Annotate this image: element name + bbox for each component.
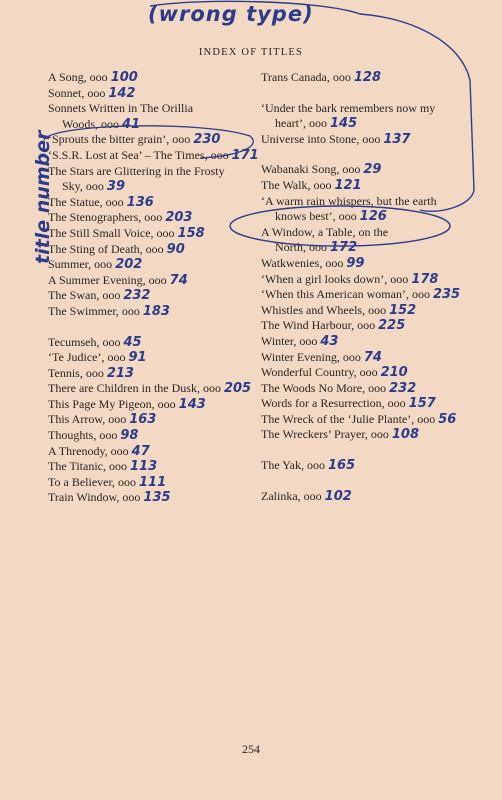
entry-title-line: Woods, ooo 41 [62, 116, 141, 132]
entry-title-line: To a Believer, ooo 111 [48, 474, 167, 490]
entry-title-line: Winter, ooo 43 [261, 333, 339, 349]
entry-title-line: The Stenographers, ooo 203 [48, 210, 193, 226]
window-table-circle [230, 206, 450, 246]
entry-title-line: ‘When a girl looks down’, ooo 178 [261, 271, 439, 287]
entry-title-line: ‘Te Judice’, ooo 91 [48, 350, 147, 366]
entry-title-line: The Stars are Glittering in the Frosty [48, 163, 225, 178]
entry-title-line: The Woods No More, ooo 232 [261, 380, 417, 396]
entry-title-line: This Arrow, ooo 163 [48, 412, 157, 428]
entry-title-line: ‘Sprouts the bitter grain’, ooo 230 [48, 132, 221, 148]
entry-title-line: There are Children in the Dusk, ooo 205 [48, 381, 252, 397]
handwritten-page-number: 202 [115, 257, 143, 273]
handwritten-page-number: 43 [320, 333, 339, 349]
handwritten-page-number: 210 [380, 365, 408, 381]
handwritten-page-number: 171 [231, 147, 259, 163]
handwritten-page-number: 165 [328, 458, 356, 474]
handwritten-page-number: 205 [223, 381, 252, 397]
entry-title-line: A Threnody, ooo 47 [48, 443, 150, 459]
handwritten-page-number: 183 [142, 303, 170, 319]
handwritten-page-number: 90 [166, 241, 185, 257]
handwritten-page-number: 98 [120, 428, 139, 444]
handwritten-page-number: 39 [106, 179, 125, 195]
entry-title-line: The Sting of Death, ooo 90 [48, 241, 185, 257]
entry-title-line: Sonnet, ooo 142 [48, 85, 136, 101]
page-number: 254 [242, 742, 260, 756]
entry-title-line: This Page My Pigeon, ooo 143 [48, 396, 206, 412]
entry-title-line: ‘S.S.R. Lost at Sea’ – The Times, ooo 171 [48, 147, 259, 163]
handwritten-page-number: 29 [363, 162, 382, 178]
handwritten-page-number: 142 [108, 85, 136, 101]
page-title: INDEX OF TITLES [198, 47, 304, 58]
handwritten-page-number: 158 [177, 225, 205, 241]
handwritten-page-number: 225 [378, 318, 406, 334]
entry-title-line: Zalinka, ooo 102 [261, 488, 352, 504]
entry-title-line: The Titanic, ooo 113 [48, 459, 158, 475]
handwritten-page-number: 74 [169, 272, 188, 288]
handwritten-page-number: 213 [106, 365, 134, 381]
handwritten-page-number: 41 [122, 116, 141, 132]
handwritten-page-number: 113 [130, 459, 158, 475]
entry-title-line: Tecumseh, ooo 45 [48, 334, 142, 350]
entry-title-line: Watkwenies, ooo 99 [261, 255, 365, 271]
entry-title-line: ‘A warm rain whispers, but the earth [261, 193, 437, 208]
handwritten-page-number: 111 [138, 474, 167, 490]
handwritten-page-number: 203 [165, 210, 193, 226]
handwritten-page-number: 157 [408, 396, 436, 412]
handwritten-page-number: 108 [391, 427, 420, 443]
ssr-loop [44, 126, 253, 158]
handwritten-page-number: 128 [353, 70, 382, 85]
handwritten-page-number: 172 [330, 240, 358, 256]
handwritten-page-number: 143 [178, 396, 206, 412]
handwritten-page-number: 152 [389, 302, 417, 318]
entry-title-line: A Window, a Table, on the [261, 224, 389, 239]
entry-title-line: The Wind Harbour, ooo 225 [261, 318, 406, 334]
handwritten-page-number: 232 [123, 288, 151, 304]
handwritten-page-number: 91 [128, 350, 147, 366]
handwritten-page-number: 74 [363, 349, 382, 365]
handwritten-page-number: 230 [193, 132, 221, 148]
entry-title-line: A Song, ooo 100 [48, 70, 138, 85]
handwritten-page-number: 100 [110, 70, 138, 85]
entry-title-line: The Walk, ooo 121 [261, 177, 362, 193]
entry-title-line: ‘When this American woman’, ooo 235 [261, 287, 461, 303]
handwritten-page-number: 45 [123, 334, 142, 350]
entry-title-line: Sonnets Written in The Orillia [48, 101, 194, 116]
entry-title-line: Words for a Resurrection, ooo 157 [261, 396, 436, 412]
handwritten-page-number: 56 [438, 411, 457, 427]
entry-title-line: Winter Evening, ooo 74 [261, 349, 382, 365]
entry-title-line: Sky, ooo 39 [62, 179, 125, 195]
handwritten-page-number: 121 [334, 177, 362, 193]
entry-title-line: The Statue, ooo 136 [48, 194, 154, 210]
entry-title-line: The Swan, ooo 232 [48, 288, 151, 304]
entry-title-line: North, ooo 172 [275, 240, 358, 256]
entry-title-line: A Summer Evening, ooo 74 [48, 272, 188, 288]
entry-title-line: Train Window, ooo 135 [48, 490, 171, 506]
entry-title-line: heart’, ooo 145 [275, 116, 358, 132]
handwritten-page-number: 137 [383, 131, 411, 147]
entry-title-line: The Yak, ooo 165 [261, 458, 356, 474]
entry-title-line: ‘Under the bark remembers now my [261, 100, 436, 115]
handwritten-page-number: 136 [126, 194, 154, 210]
entry-title-line: Thoughts, ooo 98 [48, 428, 139, 444]
entry-title-line: Summer, ooo 202 [48, 257, 143, 273]
handwritten-page-number: 102 [324, 488, 352, 504]
handwritten-page-number: 47 [131, 443, 150, 459]
handwritten-page-number: 178 [411, 271, 439, 287]
handwritten-top-note: (wrong type) [148, 2, 314, 26]
entry-title-line: Wonderful Country, ooo 210 [261, 365, 408, 381]
entry-title-line: knows best’, ooo 126 [275, 209, 387, 225]
entry-title-line: Universe into Stone, ooo 137 [261, 131, 411, 147]
handwritten-page-number: 235 [432, 287, 461, 303]
handwritten-page-number: 99 [346, 255, 365, 271]
entry-title-line: The Wreck of the ‘Julie Plante’, ooo 56 [261, 411, 457, 427]
entry-title-line: The Swimmer, ooo 183 [48, 303, 170, 319]
handwritten-page-number: 163 [129, 412, 157, 428]
handwritten-page-number: 232 [389, 380, 417, 396]
handwritten-page-number: 126 [359, 209, 387, 225]
handwritten-page-number: 135 [143, 490, 171, 506]
entry-title-line: Trans Canada, ooo 128 [261, 70, 382, 85]
entry-title-line: The Still Small Voice, ooo 158 [48, 225, 205, 241]
entry-title-line: The Wreckers’ Prayer, ooo 108 [261, 427, 420, 443]
handwritten-page-number: 145 [329, 116, 358, 132]
entry-title-line: Wabanaki Song, ooo 29 [261, 162, 382, 178]
entry-title-line: Tennis, ooo 213 [48, 365, 134, 381]
top-note-loop [150, 1, 474, 211]
handwritten-side-note: title number [32, 130, 54, 264]
entry-title-line: Whistles and Wheels, ooo 152 [261, 302, 417, 318]
